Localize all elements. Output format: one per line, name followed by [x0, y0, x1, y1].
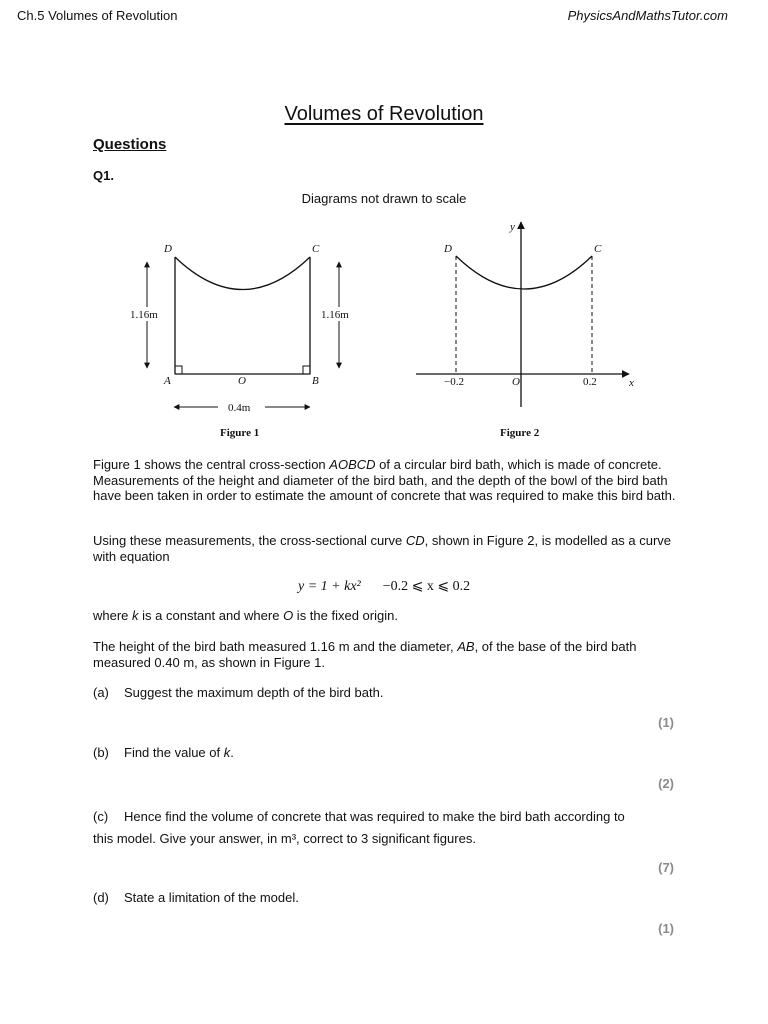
figure-2	[416, 221, 634, 439]
fig1-right-angle-b	[303, 366, 310, 374]
fig2-tick-origin: O	[512, 376, 520, 388]
question-number: Q1.	[93, 168, 114, 183]
fig2-axis-y-label: y	[510, 221, 515, 233]
part-b-text: Find the value of	[124, 745, 224, 760]
fig2-caption: Figure 2	[500, 427, 540, 439]
figure-1	[128, 243, 360, 439]
part-b-label: (b)	[93, 745, 109, 760]
part-d-label: (d)	[93, 890, 109, 905]
fig2-label-c: C	[594, 243, 602, 255]
fig1-caption: Figure 1	[220, 427, 260, 439]
diagram-note: Diagrams not drawn to scale	[301, 191, 467, 206]
fig1-label-c: C	[312, 243, 320, 255]
fig2-axis-x-label: x	[629, 377, 634, 389]
section-heading: Questions	[93, 136, 167, 153]
fig1-width-label: 0.4m	[228, 402, 251, 414]
part-a-label: (a)	[93, 685, 109, 700]
fig1-right-angle-a	[175, 366, 182, 374]
figures	[124, 212, 644, 442]
equation-range: −0.2 ⩽ x ⩽ 0.2	[382, 579, 471, 594]
part-c	[93, 806, 693, 850]
fig2-label-d: D	[444, 243, 452, 255]
fig1-bowl-curve	[175, 257, 310, 290]
fig1-height-left: 1.16m	[130, 309, 158, 321]
fig1-label-a: A	[164, 375, 171, 387]
fig2-tick-neg: −0.2	[444, 376, 464, 388]
paragraph-constant: where k is a constant and where O is the fixed origin.	[93, 608, 398, 623]
paragraph-intro: Figure 1 shows the central cross-section AOBCD of a circular bird bath, which is made of concrete. Measurements of the height and diameter of the bird bath, and the depth of the bowl of the bird bath have been taken in order to estimate the amount of concrete that was required to make this bird bath.	[93, 457, 676, 503]
page-title: Volumes of Revolution	[284, 103, 484, 125]
part-c-text-2: this model. Give your answer, in m³, correct to 3 significant figures.	[93, 831, 476, 846]
fig1-label-o: O	[238, 375, 246, 387]
equation-main: y = 1 + kx²	[298, 579, 361, 594]
fig2-curve	[456, 256, 592, 289]
header-site: PhysicsAndMathsTutor.com	[567, 8, 728, 23]
part-d	[93, 890, 299, 905]
part-c-text-1: Hence find the volume of concrete that was required to make the bird bath according to	[124, 809, 625, 824]
paragraph-measurements: The height of the bird bath measured 1.16 m and the diameter, AB, of the base of the bird bath measured 0.40 m, as shown in Figure 1.	[93, 639, 637, 670]
part-a	[93, 685, 383, 700]
part-b-marks: (2)	[658, 776, 674, 791]
part-d-text: State a limitation of the model.	[124, 890, 299, 905]
equation	[298, 578, 470, 595]
fig2-tick-pos: 0.2	[583, 376, 597, 388]
part-a-marks: (1)	[658, 715, 674, 730]
part-b-var: k	[223, 745, 231, 760]
part-b: (b) Find the value of k.	[93, 745, 234, 760]
paragraph-model: Using these measurements, the cross-sectional curve CD, shown in Figure 2, is modelled as a curve with equation	[93, 533, 672, 564]
fig1-height-right: 1.16m	[321, 309, 349, 321]
header-chapter: Ch.5 Volumes of Revolution	[17, 8, 178, 23]
part-d-marks: (1)	[658, 921, 674, 936]
fig1-label-b: B	[312, 375, 319, 387]
part-a-text: Suggest the maximum depth of the bird bath.	[124, 685, 384, 700]
fig1-label-d: D	[164, 243, 172, 255]
part-c-label: (c)	[93, 809, 109, 824]
part-c-marks: (7)	[658, 860, 674, 875]
